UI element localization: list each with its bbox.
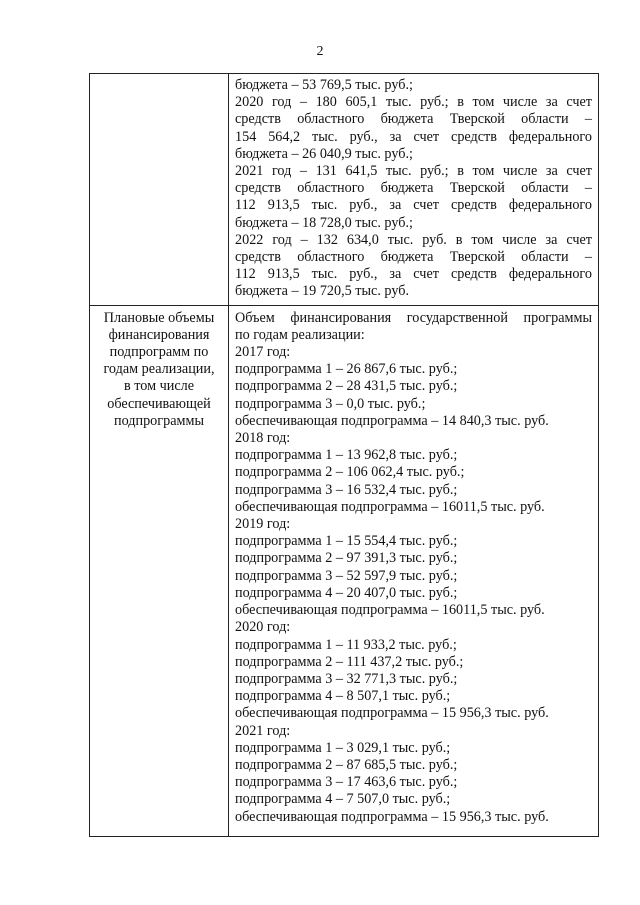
table-row-subprogram-volumes [90,305,599,836]
subprogram-amount-line: обеспечивающая подпрограмма – 15 956,3 тыс. руб. [235,808,549,825]
label-line: годам реализации, [103,361,215,378]
financing-line: 154 564,2 тыс. руб., за счет средств федерального [235,128,592,145]
financing-continued-cell [229,74,599,306]
financing-line: бюджета – 19 720,5 тыс. руб. [235,283,409,300]
subprogram-amount-line: подпрограмма 4 – 7 507,0 тыс. руб.; [235,791,451,808]
financing-line: бюджета – 53 769,5 тыс. руб.; [235,77,413,93]
label-line: обеспечивающей [107,395,211,412]
subprogram-volumes-label-cell [90,305,229,836]
subprogram-amount-line: подпрограмма 1 – 15 554,4 тыс. руб.; [235,533,458,550]
year-heading: 2020 год: [235,619,291,636]
financing-continued-text [229,74,598,305]
financing-line: 112 913,5 тыс. руб., за счет средств федерального [235,266,592,283]
subprogram-volumes-cell [229,305,599,836]
subprogram-amount-line: подпрограмма 3 – 32 771,3 тыс. руб.; [235,670,458,687]
label-line: подпрограммы [114,412,204,429]
page-number: 2 [316,44,324,59]
subprogram-amount-line: подпрограмма 1 – 26 867,6 тыс. руб.; [235,361,458,378]
label-line: Плановые объемы [103,309,215,326]
subprogram-amount-line: подпрограмма 3 – 0,0 тыс. руб.; [235,395,426,412]
subprogram-amount-line: подпрограмма 2 – 87 685,5 тыс. руб.; [235,756,458,773]
table-row-financing-continued [90,74,599,306]
financing-line: средств областного бюджета Тверской области – [235,249,592,266]
intro-line: по годам реализации: [235,326,365,343]
financing-line: средств областного бюджета Тверской области – [235,111,592,128]
subprogram-amount-line: подпрограмма 4 – 8 507,1 тыс. руб.; [235,688,451,705]
label-line: подпрограмм по [109,344,209,361]
subprogram-amount-line: подпрограмма 4 – 20 407,0 тыс. руб.; [235,584,458,601]
label-line: финансирования [108,326,210,343]
subprogram-amount-line: обеспечивающая подпрограмма – 15 956,3 тыс. руб. [235,705,549,722]
subprogram-amount-line: подпрограмма 1 – 11 933,2 тыс. руб.; [235,636,457,653]
subprogram-amount-line: подпрограмма 3 – 16 532,4 тыс. руб.; [235,481,458,498]
subprogram-volumes-label [90,306,228,430]
subprogram-amount-line: обеспечивающая подпрограмма – 14 840,3 тыс. руб. [235,412,549,429]
financing-line: 2022 год – 132 634,0 тыс. руб. в том числе за счет [235,231,592,248]
label-line: в том числе [123,378,194,395]
financing-line: 112 913,5 тыс. руб., за счет средств федерального [235,197,592,214]
subprogram-amount-line: обеспечивающая подпрограмма – 16011,5 тыс. руб. [235,498,545,515]
year-heading: 2018 год: [235,430,291,447]
financing-line: бюджета – 18 728,0 тыс. руб.; [235,214,413,231]
subprogram-amount-line: подпрограмма 1 – 3 029,1 тыс. руб.; [235,739,451,756]
subprogram-amount-line: подпрограмма 1 – 13 962,8 тыс. руб.; [235,447,458,464]
financing-line: бюджета – 26 040,9 тыс. руб.; [235,145,413,162]
subprogram-amount-line: подпрограмма 2 – 28 431,5 тыс. руб.; [235,378,458,395]
subprogram-amount-line: подпрограмма 3 – 52 597,9 тыс. руб.; [235,567,458,584]
subprogram-amount-line: подпрограмма 2 – 97 391,3 тыс. руб.; [235,550,458,567]
financing-line: средств областного бюджета Тверской области – [235,180,592,197]
intro-line: Объем финансирования государственной программы [235,309,592,326]
subprogram-volumes-text [229,306,598,836]
subprogram-amount-line: подпрограмма 3 – 17 463,6 тыс. руб.; [235,774,458,791]
subprogram-amount-line: обеспечивающая подпрограмма – 16011,5 тыс. руб. [235,602,545,619]
financing-line: 2020 год – 180 605,1 тыс. руб.; в том числе за счет [235,94,592,111]
empty-label-cell [90,74,229,306]
subprogram-amount-line: подпрограмма 2 – 111 437,2 тыс. руб.; [235,653,464,670]
year-heading: 2017 год: [235,344,291,361]
year-heading: 2019 год: [235,516,291,533]
subprogram-amount-line: подпрограмма 2 – 106 062,4 тыс. руб.; [235,464,465,481]
financing-line: 2021 год – 131 641,5 тыс. руб.; в том числе за счет [235,163,592,180]
year-heading: 2021 год: [235,722,291,739]
program-passport-table [89,73,599,837]
